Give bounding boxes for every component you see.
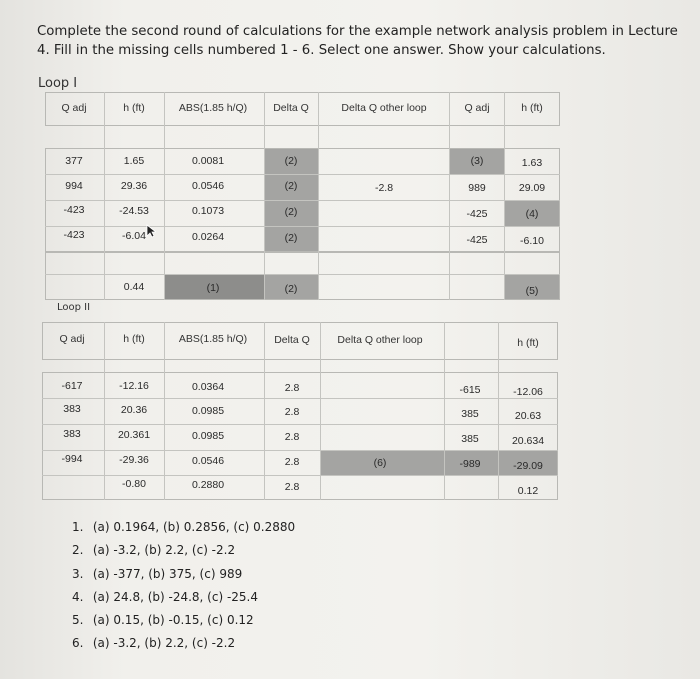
header-q-adj: Q adj — [59, 333, 85, 345]
total-abs: 0.2880 — [191, 479, 225, 491]
col-divider — [449, 92, 450, 300]
col-divider — [264, 92, 265, 300]
row-divider — [45, 226, 560, 227]
cell-q-adj: -615 — [459, 384, 481, 396]
cell-delta-q: (2) — [284, 232, 298, 244]
answer-option[interactable]: 2. (a) -3.2, (b) 2.2, (c) -2.2 — [72, 543, 236, 558]
header-q-adj: Q adj — [61, 102, 87, 114]
row-divider — [45, 200, 560, 201]
total-delta-q: 2.8 — [284, 481, 300, 493]
row-divider — [42, 450, 558, 451]
cell-h2: (4) — [525, 208, 539, 220]
cell-q: 383 — [63, 403, 81, 415]
cell-h2: -6.10 — [520, 235, 544, 247]
cell-delta-q: (2) — [284, 206, 298, 218]
cell-q-adj: 385 — [461, 408, 479, 420]
header-h-ft: h (ft) — [123, 333, 145, 345]
col-divider — [504, 92, 505, 300]
answer-option[interactable]: 5. (a) 0.15, (b) -0.15, (c) 0.12 — [72, 613, 254, 628]
cell-q: 383 — [63, 428, 81, 440]
cell-h: -6.04 — [122, 230, 146, 242]
cell-q-adj: -989 — [459, 458, 481, 470]
cell-abs: 0.0546 — [191, 455, 225, 467]
cell-abs: 0.0364 — [191, 381, 225, 393]
cell-abs: 0.1073 — [191, 205, 225, 217]
col-divider — [164, 322, 165, 500]
cell-h2: 1.63 — [521, 157, 543, 169]
row-divider — [42, 475, 558, 476]
loop2-label: Loop II — [57, 302, 91, 313]
row-divider — [42, 398, 558, 399]
answer-option[interactable]: 6. (a) -3.2, (b) 2.2, (c) -2.2 — [72, 636, 236, 651]
cell-delta-q: (2) — [284, 180, 298, 192]
cell-abs: 0.0264 — [191, 231, 225, 243]
cell-q: 377 — [65, 155, 83, 167]
header-h-ft-2: h (ft) — [517, 337, 539, 349]
header-delta-q-other-loop: Delta Q other loop — [341, 102, 427, 114]
total-h2: 0.12 — [517, 485, 539, 497]
cell-h: 1.65 — [123, 155, 145, 167]
cell-h: 20.361 — [117, 429, 151, 441]
cell-h2: 29.09 — [518, 182, 546, 194]
mouse-cursor-icon — [146, 224, 156, 238]
row-divider — [42, 424, 558, 425]
col-divider — [104, 322, 105, 500]
cell-abs: 0.0985 — [191, 430, 225, 442]
cell-h2: -29.09 — [513, 460, 543, 472]
row-divider — [45, 174, 560, 175]
total-h: -0.80 — [122, 478, 146, 490]
total-abs: (1) — [206, 282, 220, 294]
answer-options — [72, 520, 295, 660]
cell-q: -423 — [63, 229, 85, 241]
header-delta-q: Delta Q — [273, 102, 309, 114]
header-abs: ABS(1.85 h/Q) — [178, 102, 248, 114]
answer-option[interactable]: 1. (a) 0.1964, (b) 0.2856, (c) 0.2880 — [72, 520, 296, 534]
cell-q-adj: 989 — [468, 182, 486, 194]
loop1-total-box — [45, 252, 560, 300]
cell-delta-q: 2.8 — [284, 406, 300, 418]
cell-abs: 0.0985 — [191, 405, 225, 417]
header-abs: ABS(1.85 h/Q) — [178, 333, 248, 345]
row-divider — [45, 274, 560, 275]
cell-q-adj: 385 — [461, 433, 479, 445]
cell-delta-q: 2.8 — [284, 382, 300, 394]
cell-delta-q: 2.8 — [284, 431, 300, 443]
cell-abs: 0.0546 — [191, 180, 225, 192]
cell-q-adj: (3) — [470, 155, 484, 167]
cell-q-adj: -425 — [466, 208, 488, 220]
cell-h2: 20.634 — [511, 435, 545, 447]
cell-delta-q-other: (6) — [373, 457, 387, 469]
cell-h: 29.36 — [120, 180, 148, 192]
cell-h: -12.16 — [119, 380, 149, 392]
cell-q: -994 — [61, 453, 83, 465]
cell-delta-q: (2) — [284, 155, 298, 167]
total-h: 0.44 — [123, 281, 145, 293]
header-delta-q: Delta Q — [274, 334, 310, 346]
col-divider — [498, 322, 499, 500]
col-divider — [444, 322, 445, 500]
cell-q-adj: -425 — [466, 234, 488, 246]
cell-h: 20.36 — [120, 404, 148, 416]
loop1-label: Loop I — [38, 76, 78, 91]
answer-option[interactable]: 3. (a) -377, (b) 375, (c) 989 — [72, 566, 243, 581]
cell-h2: -12.06 — [513, 386, 543, 398]
col-divider — [318, 92, 319, 300]
cell-delta-q-other: -2.8 — [374, 182, 394, 194]
cell-h2: 20.63 — [514, 410, 542, 422]
col-divider — [104, 92, 105, 300]
answer-option[interactable]: 4. (a) 24.8, (b) -24.8, (c) -25.4 — [72, 589, 259, 604]
total-delta-q: (2) — [284, 283, 298, 295]
header-h-ft-2: h (ft) — [521, 102, 543, 114]
total-h2: (5) — [525, 285, 539, 297]
cell-delta-q: 2.8 — [284, 456, 300, 468]
header-q-adj-2: Q adj — [464, 102, 490, 114]
col-divider — [264, 322, 265, 500]
header-delta-q-other-loop: Delta Q other loop — [337, 334, 423, 346]
cell-h: -24.53 — [119, 205, 149, 217]
question-text: Complete the second round of calculations for the example network analysis problem in Lecture 4. Fill in the missing cells numbered 1 - 6. Select one answer. Show your calculations. — [37, 24, 678, 58]
col-divider — [320, 322, 321, 500]
col-divider — [164, 92, 165, 300]
cell-q: 994 — [65, 180, 83, 192]
cell-abs: 0.0081 — [191, 155, 225, 167]
cell-h: -29.36 — [119, 454, 149, 466]
header-h-ft: h (ft) — [123, 102, 145, 114]
cell-q: -617 — [61, 380, 83, 392]
cell-q: -423 — [63, 204, 85, 216]
